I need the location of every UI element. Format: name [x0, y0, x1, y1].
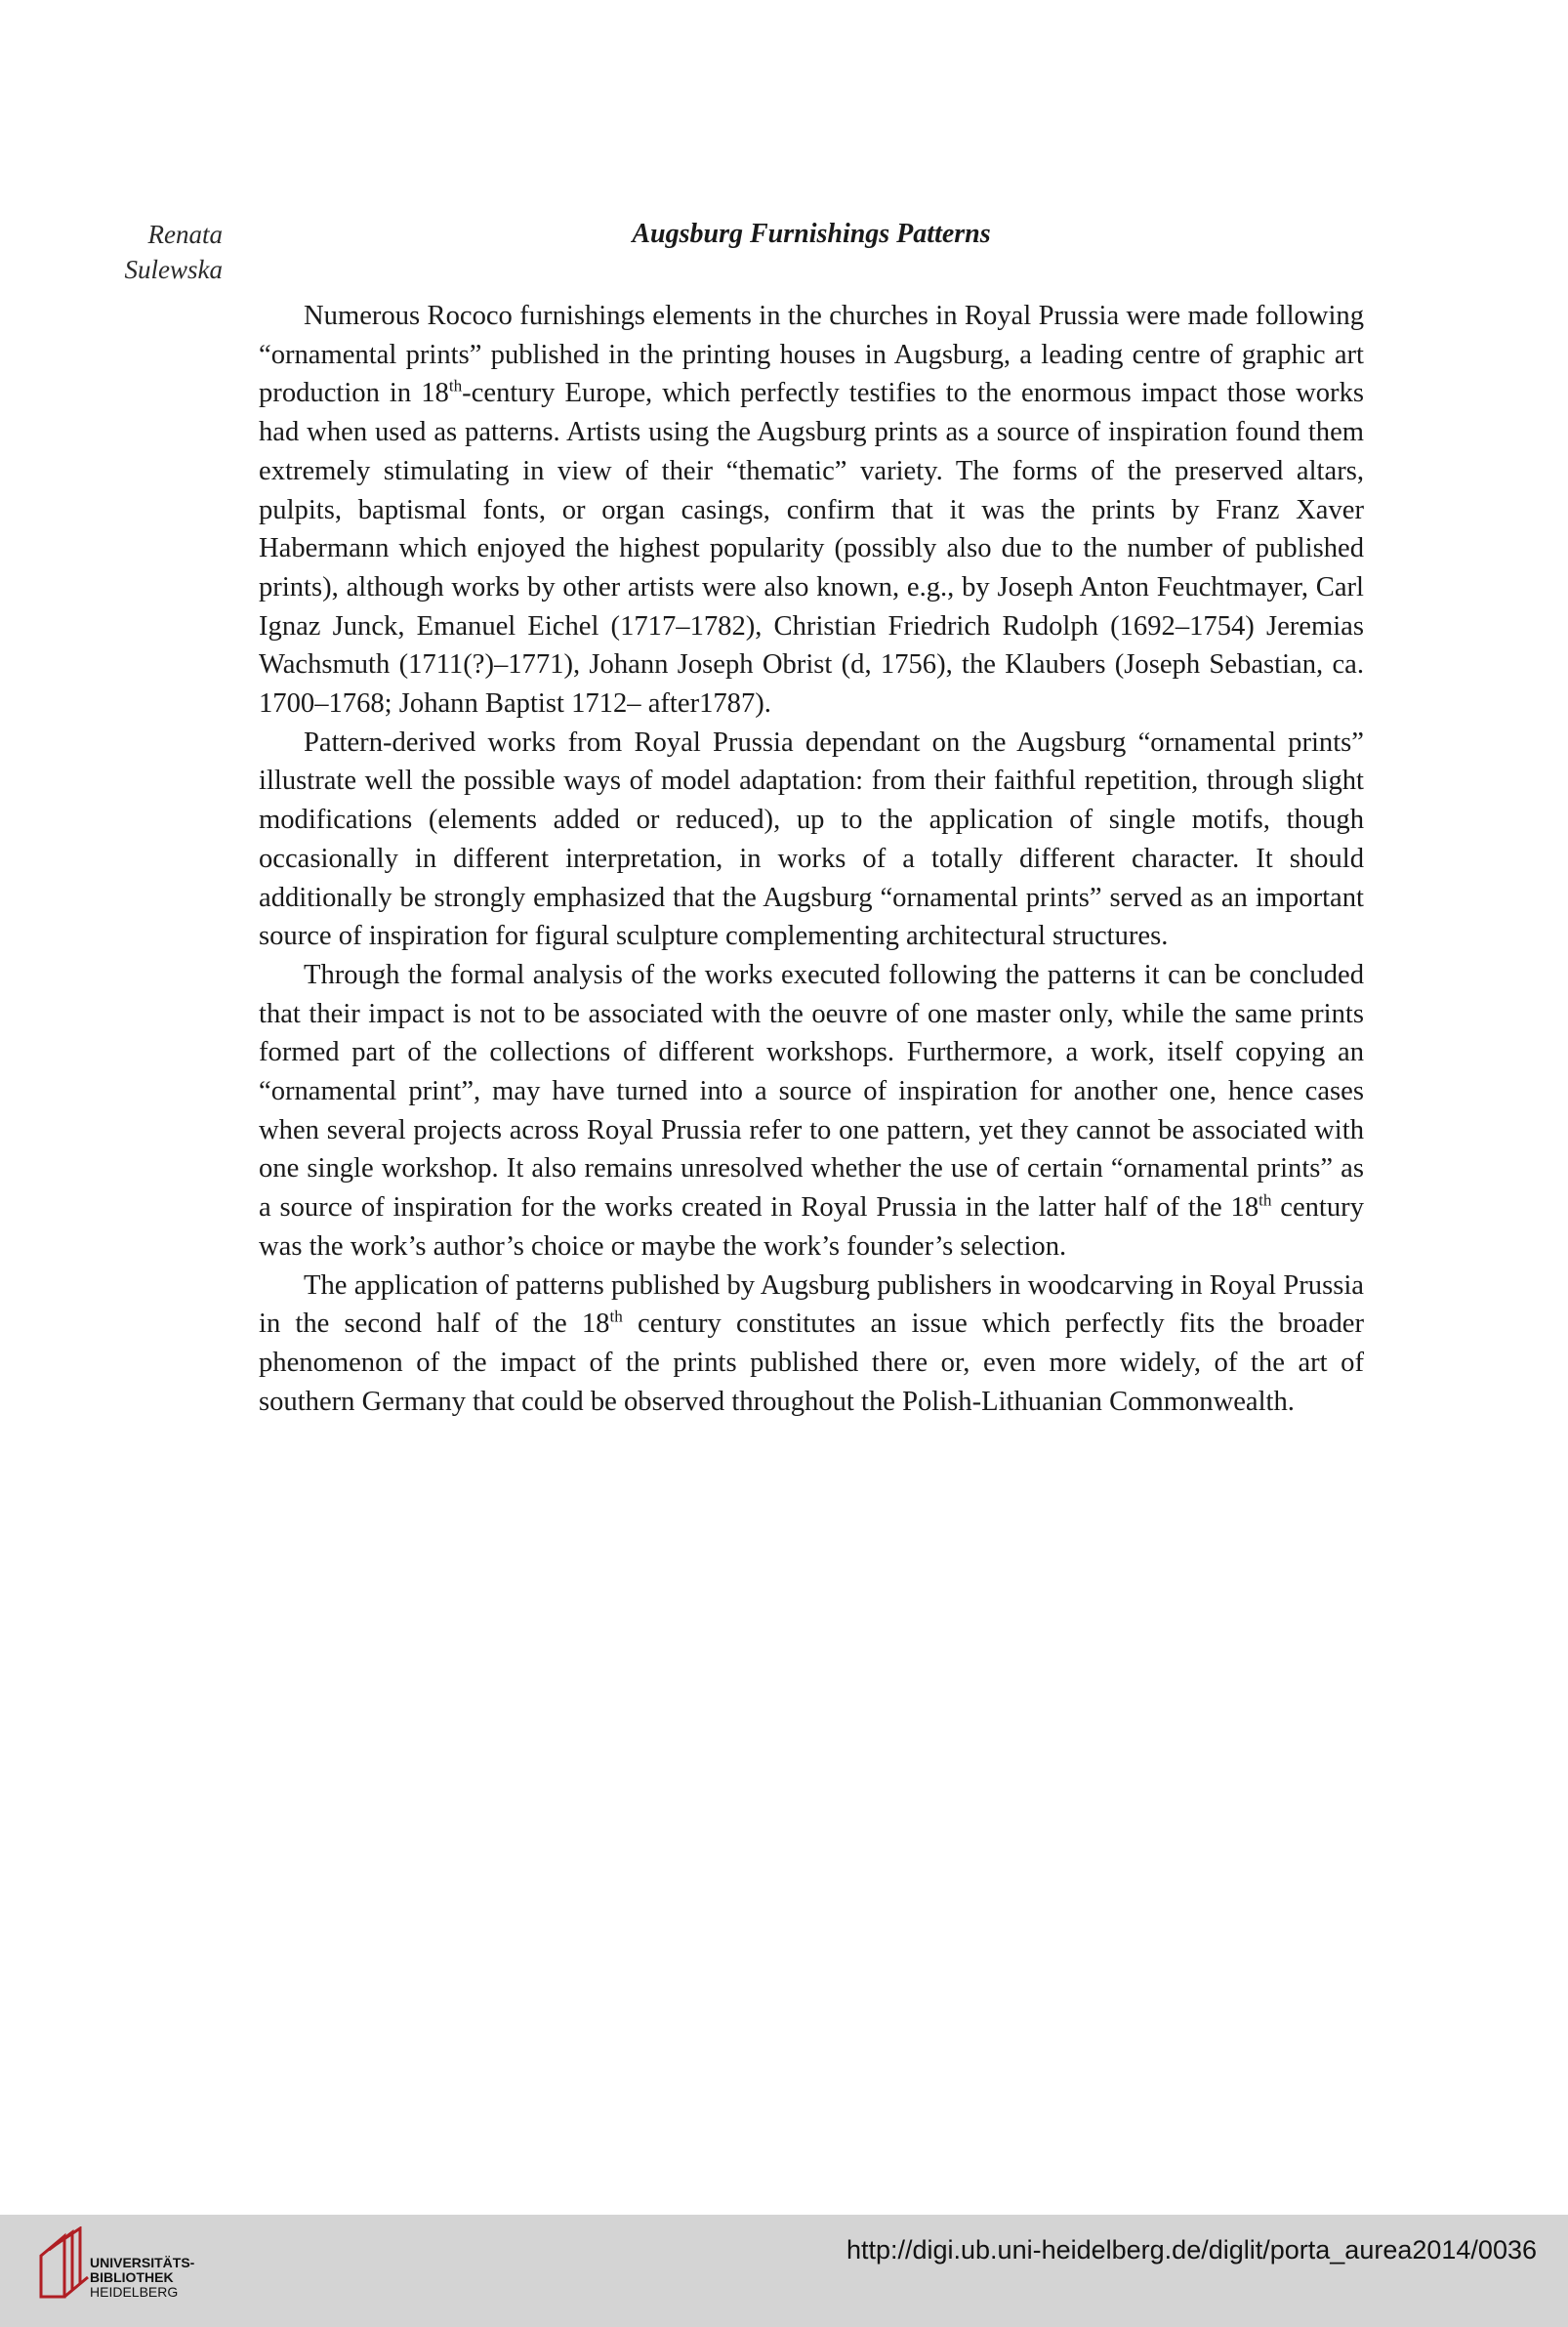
- author-last-name: Sulewska: [124, 255, 223, 284]
- ub-heidelberg-logo-icon: [35, 2226, 90, 2306]
- paragraph-3: [259, 956, 1364, 1267]
- library-name-line-1: UNIVERSITÄTS-: [90, 2255, 195, 2270]
- library-name-line-2: BIBLIOTHEK: [90, 2269, 174, 2285]
- section-title: Augsburg Furnishings Patterns: [632, 219, 991, 249]
- paragraph-1-part-2: -century Europe, which perfectly testifies to the enormous impact those works had when used as patterns. Artists using the Augsburg prints as a source of inspiration found them extremely stimulating in view of their “thematic” variety. The forms of the preserved altars, pulpits, baptismal fonts, or organ casings, confirm that it was the prints by Franz Xaver Habermann which enjoyed the highest popularity (possibly also due to the number of published prints), although works by other artists were also known, e.g., by Joseph Anton Feuchtmayer, Carl Ignaz Junck, Emanuel Eichel (1717–1782), Christian Friedrich Rudolph (1692–1754) Jeremias Wachsmuth (1711(?)–1771), Johann Joseph Obrist (d, 1756), the Klaubers (Joseph Sebastian, ca. 1700–1768; Johann Baptist 1712– after1787).: [259, 378, 1364, 720]
- author-first-name: Renata: [147, 220, 223, 249]
- paragraph-4-part-1: The application of patterns published by Augsburg publishers in woodcarving in Royal Prussia in the second half of the 18: [259, 1269, 1364, 1340]
- library-name: [90, 2256, 194, 2300]
- paragraph-4-part-2: century constitutes an issue which perfectly fits the broader phenomenon of the impact of the prints published there or, even more widely, of the art of southern Germany that could be observed throughout the Polish-Lithuanian Commonwealth.: [259, 1309, 1364, 1417]
- paragraph-1: [259, 297, 1364, 724]
- ordinal-suffix: th: [1259, 1190, 1272, 1210]
- ordinal-suffix: th: [609, 1307, 623, 1326]
- ordinal-suffix: th: [448, 376, 463, 395]
- paragraph-4: [259, 1267, 1364, 1422]
- library-footer-bar: [0, 2215, 1568, 2327]
- article-body: [259, 297, 1364, 1421]
- paragraph-2: Pattern-derived works from Royal Prussia dependant on the Augsburg “ornamental prints” illustrate well the possible ways of model adaptation: from their faithful repetition, through slight modifications (elements added or reduced), up to the application of single motifs, though occasionally in different interpretation, in works of a totally different character. It should additionally be strongly emphasized that the Augsburg “ornamental prints” served as an important source of inspiration for figural sculpture complementing architectural structures.: [259, 727, 1364, 952]
- author-name: [98, 217, 223, 287]
- paragraph-3-part-1: Through the formal analysis of the works executed following the patterns it can be concluded that their impact is not to be associated with the oeuvre of one master only, while the same prints formed part of the collections of different workshops. Furthermore, a work, itself copying an “ornamental print”, may have turned into a source of inspiration for another one, hence cases when several projects across Royal Prussia refer to one pattern, yet they cannot be associated with one single workshop. It also remains unresolved whether the use of certain “ornamental prints” as a source of inspiration for the works created in Royal Prussia in the latter half of the 18: [259, 959, 1364, 1224]
- library-name-line-3: HEIDELBERG: [90, 2284, 179, 2300]
- paragraph-3-part-2: century was the work’s author’s choice or maybe the work’s founder’s selection.: [259, 1192, 1364, 1262]
- source-url-link[interactable]: http://digi.ub.uni-heidelberg.de/diglit/porta_aurea2014/0036: [846, 2235, 1537, 2265]
- paragraph-1-part-1: Numerous Rococo furnishings elements in the churches in Royal Prussia were made following “ornamental prints” published in the printing houses in Augsburg, a leading centre of graphic art production in 18: [259, 301, 1364, 409]
